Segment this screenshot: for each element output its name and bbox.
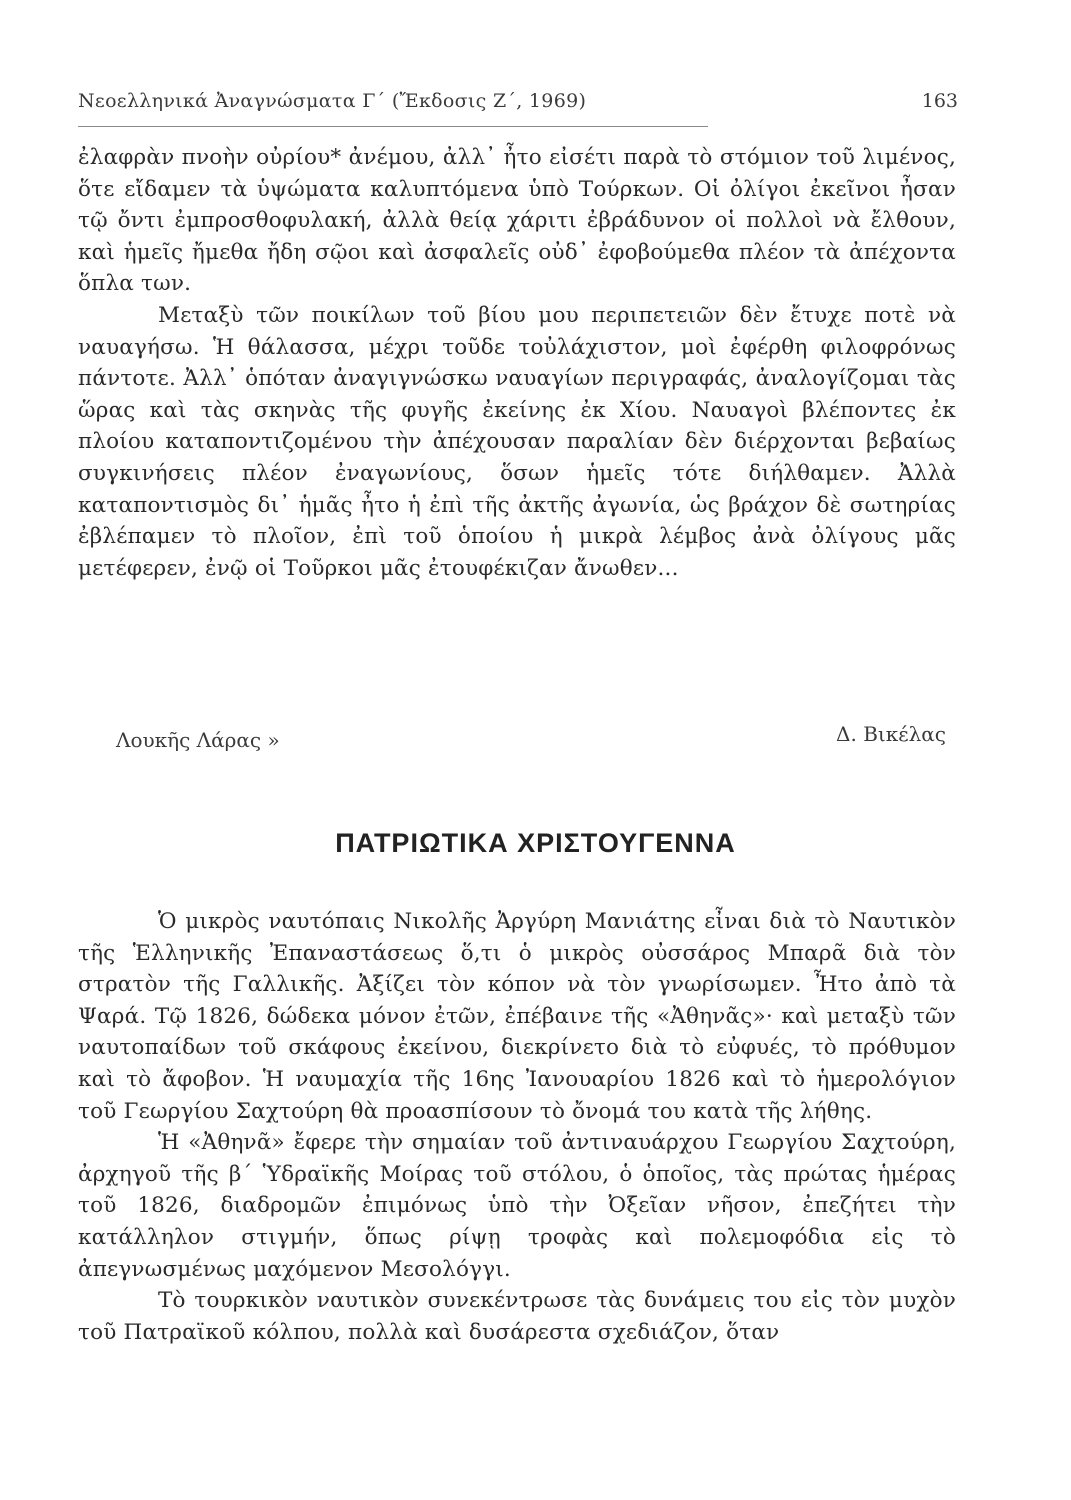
- paragraph: Ἡ «Ἀθηνᾶ» ἔφερε τὴν σημαίαν τοῦ ἀντιναυάρχου Γεωργίου Σαχτούρη, ἀρχηγοῦ τῆς β΄ Ὑδραϊκῆς Μοίρας τοῦ στόλου, ὁ ὁποῖος, τὰς πρώτας ἡμέρας τοῦ 1826, διαδρομῶν ἐπιμόνως ὑπὸ τὴν Ὀξεῖαν νῆσον, ἐπεζήτει τὴν κατάλληλον στιγμήν, ὅπως ρίψῃ τροφὰς καὶ πολεμοφόδια εἰς τὸ ἀπεγνωσμένως μαχόμενον Μεσολόγγι.: [78, 1130, 956, 1282]
- paragraph: ἐλαφρὰν πνοὴν οὐρίου* ἀνέμου, ἀλλ᾿ ἦτο εἰσέτι παρὰ τὸ στόμιον τοῦ λιμένος, ὅτε εἴδαμεν τὰ ὑψώματα καλυπτόμενα ὑπὸ Τούρκων. Οἱ ὀλίγοι ἐκεῖνοι ἦσαν τῷ ὄντι ἐμπροσθοφυλακή, ἀλλὰ θείᾳ χάριτι ἐβράδυνον οἱ πολλοὶ νὰ ἔλθουν, καὶ ἡμεῖς ἤμεθα ἤδη σῷοι καὶ ἀσφαλεῖς οὐδ᾿ ἐφοβούμεθα πλέον τὰ ἀπέχοντα ὅπλα των.: [78, 145, 956, 297]
- section-title: ΠΑΤΡΙΩΤΙΚΑ ΧΡΙΣΤΟΥΓΕΝΝΑ: [335, 828, 736, 858]
- source-title: Λουκῆς Λάρας »: [116, 728, 280, 752]
- running-head: [78, 88, 958, 122]
- attribution: [78, 722, 956, 756]
- paragraph: Ὁ μικρὸς ναυτόπαις Νικολῆς Ἀργύρη Μανιάτης εἶναι διὰ τὸ Ναυτικὸν τῆς Ἑλληνικῆς Ἐπαναστάσεως ὅ,τι ὁ μικρὸς οὐσσάρος Μπαρᾶ διὰ τὸν στρατὸν τῆς Γαλλικῆς. Ἀξίζει τὸν κόπον νὰ τὸν γνωρίσωμεν. Ἦτο ἀπὸ τὰ Ψαρά. Τῷ 1826, δώδεκα μόνον ἐτῶν, ἐπέβαινε τῆς «Ἀθηνᾶς»· καὶ μεταξὺ τῶν ναυτοπαίδων τοῦ σκάφους ἐκείνου, διεκρίνετο διὰ τὸ εὐφυές, τὸ πρόθυμον καὶ τὸ ἄφοβον. Ἡ ναυμαχία τῆς 16ης Ἰανουαρίου 1826 καὶ τὸ ἡμερολόγιον τοῦ Γεωργίου Σαχτούρη θὰ προασπίσουν τὸ ὄνομά του κατὰ τῆς λήθης.: [78, 909, 956, 1124]
- story-excerpt-luke-laras: [78, 142, 956, 584]
- paragraph: Μεταξὺ τῶν ποικίλων τοῦ βίου μου περιπετειῶν δὲν ἔτυχε ποτὲ νὰ ναυαγήσω. Ἡ θάλασσα, μέχρι τοῦδε τοὐλάχιστον, μοὶ ἐφέρθη φιλοφρόνως πάντοτε. Ἀλλ᾿ ὁπόταν ἀναγιγνώσκω ναυαγίων περιγραφάς, ἀναλογίζομαι τὰς ὥρας καὶ τὰς σκηνὰς τῆς φυγῆς ἐκείνης ἐκ Χίου. Ναυαγοὶ βλέποντες ἐκ πλοίου καταποντιζομένου τὴν ἀπέχουσαν παραλίαν δὲν διέρχονται βεβαίως συγκινήσεις πλέον ἐναγωνίους, ὅσων ἡμεῖς τότε διήλθαμεν. Ἀλλὰ καταποντισμὸς δι᾿ ἡμᾶς ἦτο ἡ ἐπὶ τῆς ἀκτῆς ἀγωνία, ὡς βράχον δὲ σωτηρίας ἐβλέπαμεν τὸ πλοῖον, ἐπὶ τοῦ ὁποίου ἡ μικρὰ λέμβος ἀνὰ ὀλίγους μᾶς μετέφερεν, ἐνῷ οἱ Τοῦρκοι μᾶς ἐτουφέκιζαν ἄνωθεν...: [78, 302, 956, 581]
- paragraph: Τὸ τουρκικὸν ναυτικὸν συνεκέντρωσε τὰς δυνάμεις του εἰς τὸν μυχὸν τοῦ Πατραϊκοῦ κόλπου, πολλὰ καὶ δυσάρεστα σχεδιάζον, ὅταν: [78, 1288, 956, 1345]
- author-name: Δ. Βικέλας: [836, 722, 946, 746]
- header-rule: [78, 126, 708, 127]
- story-patriotic-christmas: [78, 906, 956, 1348]
- running-head-title: Νεοελληνικά Ἀναγνώσματα Γ΄ (Ἔκδοσις Ζ΄, 1969): [78, 90, 587, 112]
- page-number: 163: [921, 90, 958, 112]
